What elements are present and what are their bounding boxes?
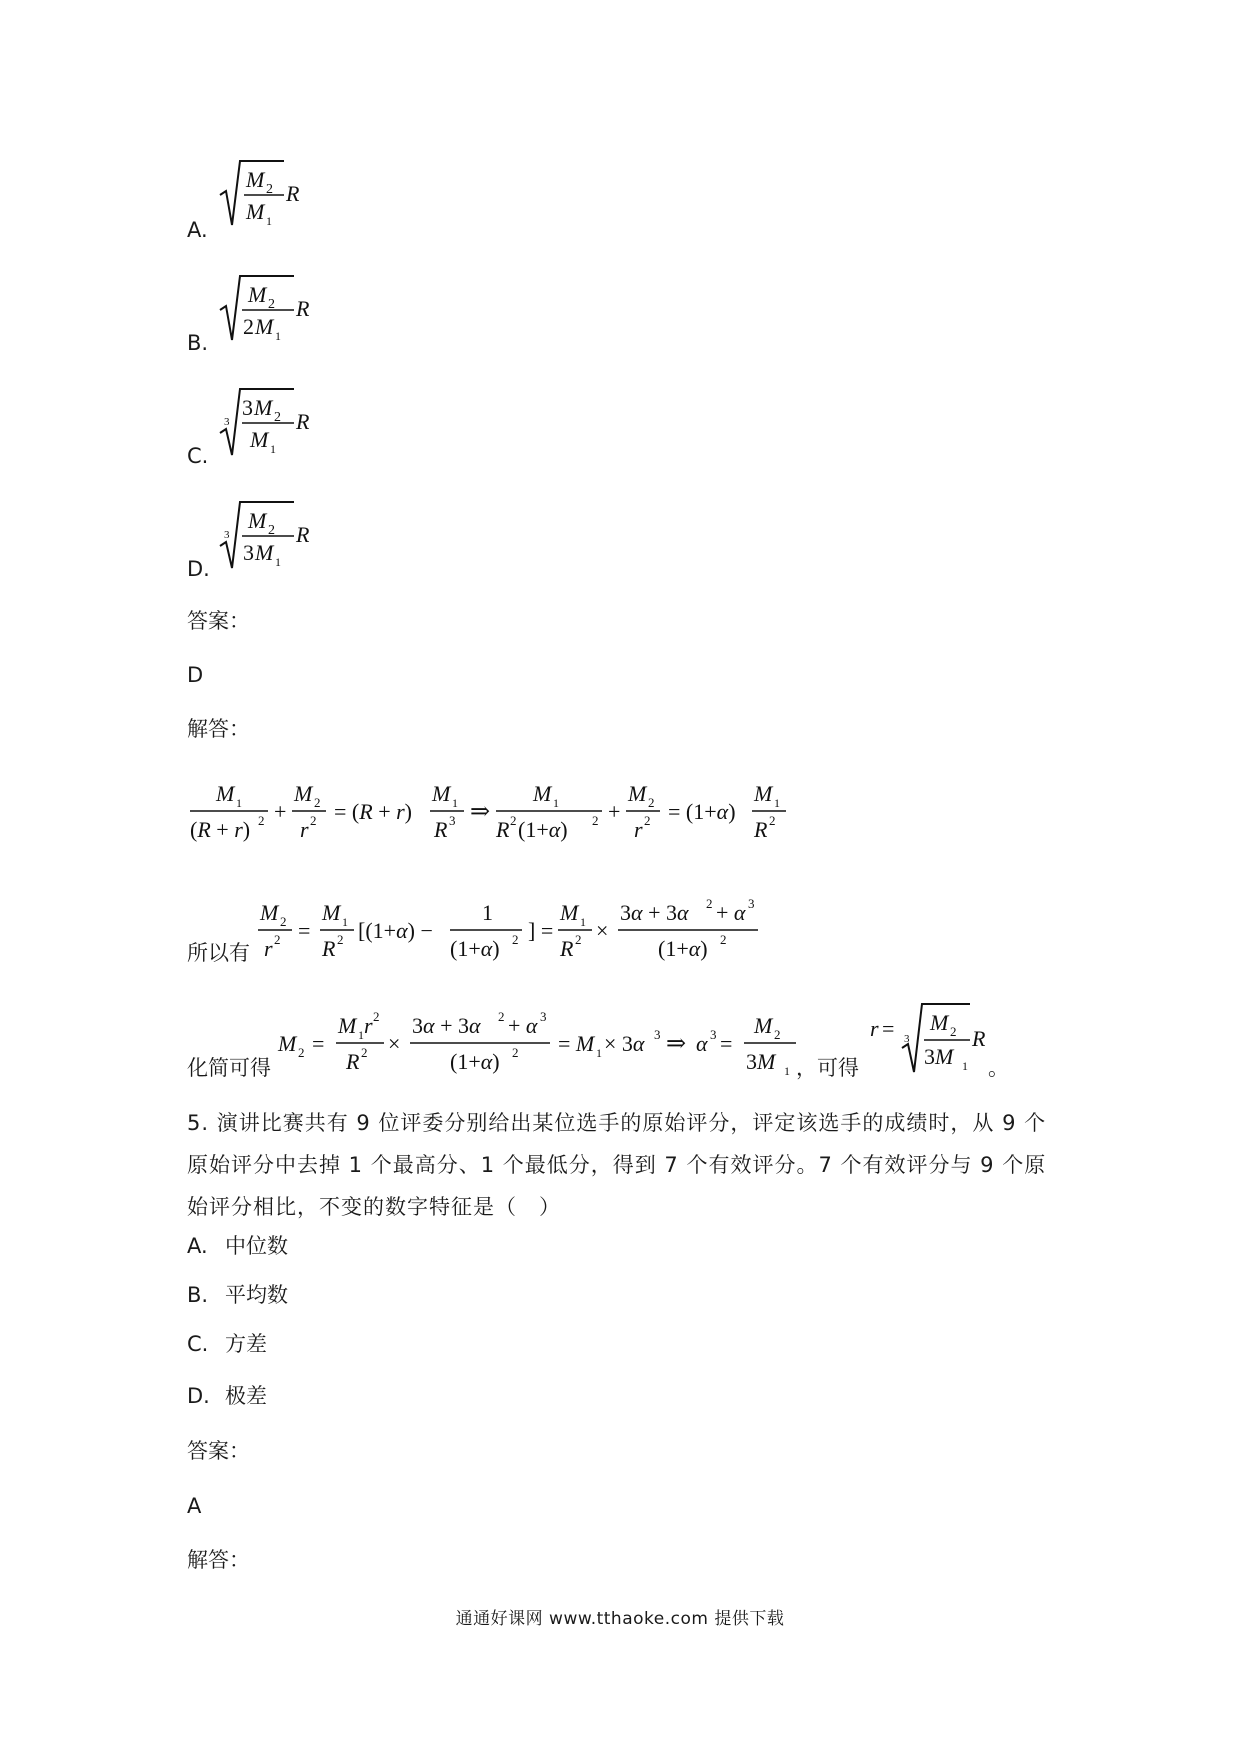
svg-text:3: 3: [710, 1027, 717, 1042]
svg-text:M: M: [246, 167, 265, 192]
svg-text:(1+α): (1+α): [450, 1049, 500, 1074]
svg-text:2: 2: [258, 813, 265, 828]
svg-text:2: 2: [512, 1045, 519, 1060]
svg-text:M: M: [254, 395, 273, 420]
svg-text:2: 2: [644, 813, 651, 828]
svg-text:=: =: [882, 1016, 895, 1041]
svg-text:1: 1: [452, 796, 458, 810]
option-b-formula: [218, 270, 318, 350]
svg-text:M: M: [754, 1013, 773, 1038]
svg-text:1: 1: [342, 915, 348, 929]
svg-text:R: R: [754, 817, 768, 842]
svg-text:R: R: [296, 409, 310, 434]
svg-text:2: 2: [268, 523, 275, 538]
svg-text:2: 2: [774, 1027, 781, 1042]
q5-solution-label: 解答：: [187, 1548, 250, 1572]
svg-text:=: =: [720, 1031, 733, 1056]
q5-answer-value: A: [187, 1494, 202, 1518]
option-b-label: B.: [187, 331, 209, 355]
q5-option-c-text: 方差: [225, 1332, 267, 1356]
svg-text:+ α: + α: [508, 1013, 538, 1038]
svg-text:3: 3: [654, 1027, 661, 1042]
svg-text:2: 2: [298, 1045, 305, 1060]
option-d-label: D.: [187, 557, 210, 581]
svg-text:R: R: [322, 936, 336, 961]
q4-equation-4: [868, 996, 988, 1080]
svg-text:M: M: [533, 781, 552, 806]
svg-text:M: M: [628, 781, 647, 806]
q4-equation-3: [276, 1003, 816, 1083]
svg-text:M: M: [246, 199, 265, 224]
svg-text:⇒: ⇒: [666, 1031, 687, 1057]
svg-text:R: R: [296, 522, 310, 547]
svg-text:M: M: [248, 508, 267, 533]
svg-text:1: 1: [596, 1046, 602, 1060]
svg-text:2: 2: [268, 297, 275, 312]
svg-text:(1+α): (1+α): [518, 817, 568, 842]
svg-text:3: 3: [224, 529, 230, 541]
svg-text:2: 2: [243, 314, 254, 339]
q5-option-b-label: B.: [187, 1283, 209, 1307]
svg-text:M: M: [255, 540, 274, 565]
svg-text:2: 2: [274, 410, 281, 425]
q5-answer-label: 答案：: [187, 1439, 250, 1463]
svg-text:2: 2: [274, 932, 281, 947]
svg-text:2: 2: [361, 1045, 368, 1060]
svg-text:2: 2: [512, 932, 519, 947]
option-a-label: A.: [187, 218, 208, 242]
svg-text:R: R: [346, 1049, 360, 1074]
svg-text:R: R: [296, 296, 310, 321]
svg-text:2: 2: [310, 813, 317, 828]
svg-text:1: 1: [482, 900, 493, 925]
option-c-label: C.: [187, 444, 209, 468]
svg-text:1: 1: [774, 796, 780, 810]
svg-text:3: 3: [748, 896, 755, 911]
svg-text:R: R: [972, 1026, 986, 1051]
svg-text:1: 1: [358, 1028, 364, 1042]
svg-text:α: α: [696, 1031, 708, 1056]
svg-text:1: 1: [553, 796, 559, 810]
svg-text:×: ×: [596, 918, 609, 943]
svg-text:3M: 3M: [746, 1049, 776, 1074]
svg-text:M: M: [278, 1031, 297, 1056]
svg-text:M: M: [560, 900, 579, 925]
svg-text:× 3α: × 3α: [604, 1031, 645, 1056]
svg-text:(R + r): (R + r): [190, 817, 251, 842]
svg-text:2: 2: [769, 813, 776, 828]
svg-text:M: M: [754, 781, 773, 806]
svg-text:⇒: ⇒: [470, 799, 491, 825]
q4-equation-1: [188, 775, 808, 847]
svg-text:2: 2: [720, 932, 727, 947]
q4-answer-label: 答案：: [187, 609, 250, 633]
svg-text:3: 3: [224, 416, 230, 428]
svg-text:r: r: [300, 817, 309, 842]
option-a-formula: [218, 155, 308, 235]
svg-text:r: r: [264, 936, 273, 961]
svg-text:= (1+α): = (1+α): [668, 799, 736, 824]
svg-text:2: 2: [373, 1009, 380, 1024]
svg-text:r: r: [364, 1013, 373, 1038]
q5-option-a-label: A.: [187, 1234, 208, 1258]
svg-text:3: 3: [449, 813, 456, 828]
svg-text:M: M: [260, 900, 279, 925]
svg-text:3α + 3α: 3α + 3α: [412, 1013, 481, 1038]
svg-text:= M: = M: [558, 1031, 595, 1056]
svg-text:2: 2: [266, 182, 273, 197]
svg-text:] =: ] =: [528, 918, 554, 943]
svg-text:2: 2: [648, 795, 655, 810]
svg-text:1: 1: [962, 1059, 968, 1073]
q5-question: 5. 演讲比赛共有 9 位评委分别给出某位选手的原始评分，评定该选手的成绩时，从 9 个原始评分中去掉 1 个最高分、1 个最低分，得到 7 个有效评分。7 个有效评分与 9 个原始评分相比，不变的数字特征是（ ）: [187, 1111, 1047, 1219]
svg-text:M: M: [338, 1013, 357, 1038]
q5-option-a-text: 中位数: [225, 1234, 288, 1258]
svg-text:M: M: [322, 900, 341, 925]
q4-simplify-prefix: 化简可得: [187, 1056, 271, 1080]
svg-text:2: 2: [592, 813, 599, 828]
svg-text:1: 1: [275, 329, 281, 343]
q4-equation-2: [258, 890, 778, 970]
svg-text:1: 1: [266, 214, 272, 228]
q4-answer-value: D: [187, 663, 204, 687]
svg-text:1: 1: [236, 796, 242, 810]
svg-text:M: M: [294, 781, 313, 806]
svg-text:2: 2: [510, 813, 517, 828]
svg-text:2: 2: [498, 1009, 505, 1024]
svg-text:1: 1: [580, 915, 586, 929]
svg-text:2: 2: [280, 914, 287, 929]
svg-text:M: M: [250, 427, 269, 452]
q5-option-c-label: C.: [187, 1332, 209, 1356]
svg-text:R: R: [286, 181, 300, 206]
svg-text:1: 1: [270, 442, 276, 456]
svg-text:R: R: [496, 817, 510, 842]
option-d-formula: [218, 496, 318, 576]
svg-text:M: M: [255, 314, 274, 339]
svg-text:2: 2: [337, 932, 344, 947]
svg-text:3: 3: [904, 1033, 910, 1045]
q5-option-b-text: 平均数: [225, 1283, 288, 1307]
svg-text:M: M: [216, 781, 235, 806]
svg-text:+: +: [274, 799, 287, 824]
svg-text:+: +: [608, 799, 621, 824]
svg-text:(1+α): (1+α): [450, 936, 500, 961]
svg-text:[(1+α) −: [(1+α) −: [358, 918, 433, 943]
svg-text:=: =: [298, 918, 311, 943]
svg-text:=: =: [312, 1031, 325, 1056]
q5-option-d-label: D.: [187, 1384, 210, 1408]
q4-so-prefix: 所以有: [187, 941, 250, 965]
svg-text:M: M: [930, 1010, 949, 1035]
svg-text:r: r: [870, 1016, 879, 1041]
q5-option-d-text: 极差: [225, 1384, 267, 1408]
q4-mid-text: ，可得: [796, 1056, 859, 1080]
svg-text:2: 2: [314, 795, 321, 810]
option-c-formula: [218, 383, 318, 463]
svg-text:1: 1: [275, 555, 281, 569]
svg-text:= (R + r): = (R + r): [334, 799, 412, 824]
svg-text:3M: 3M: [924, 1044, 954, 1069]
svg-text:3: 3: [540, 1009, 547, 1024]
svg-text:r: r: [634, 817, 643, 842]
q4-solution-label: 解答：: [187, 717, 250, 741]
svg-text:+ α: + α: [716, 900, 746, 925]
svg-text:2: 2: [950, 1024, 957, 1039]
q4-end-text: 。: [988, 1056, 1009, 1080]
svg-text:3: 3: [243, 540, 254, 565]
svg-text:3: 3: [242, 395, 253, 420]
svg-text:(1+α): (1+α): [658, 936, 708, 961]
page-footer: 通通好课网 www.tthaoke.com 提供下载: [455, 1609, 785, 1629]
svg-text:R: R: [560, 936, 574, 961]
svg-text:1: 1: [784, 1064, 790, 1078]
svg-text:2: 2: [575, 932, 582, 947]
svg-text:2: 2: [706, 896, 713, 911]
svg-text:M: M: [432, 781, 451, 806]
svg-text:M: M: [248, 282, 267, 307]
svg-text:R: R: [434, 817, 448, 842]
svg-text:3α + 3α: 3α + 3α: [620, 900, 689, 925]
svg-text:×: ×: [388, 1031, 401, 1056]
